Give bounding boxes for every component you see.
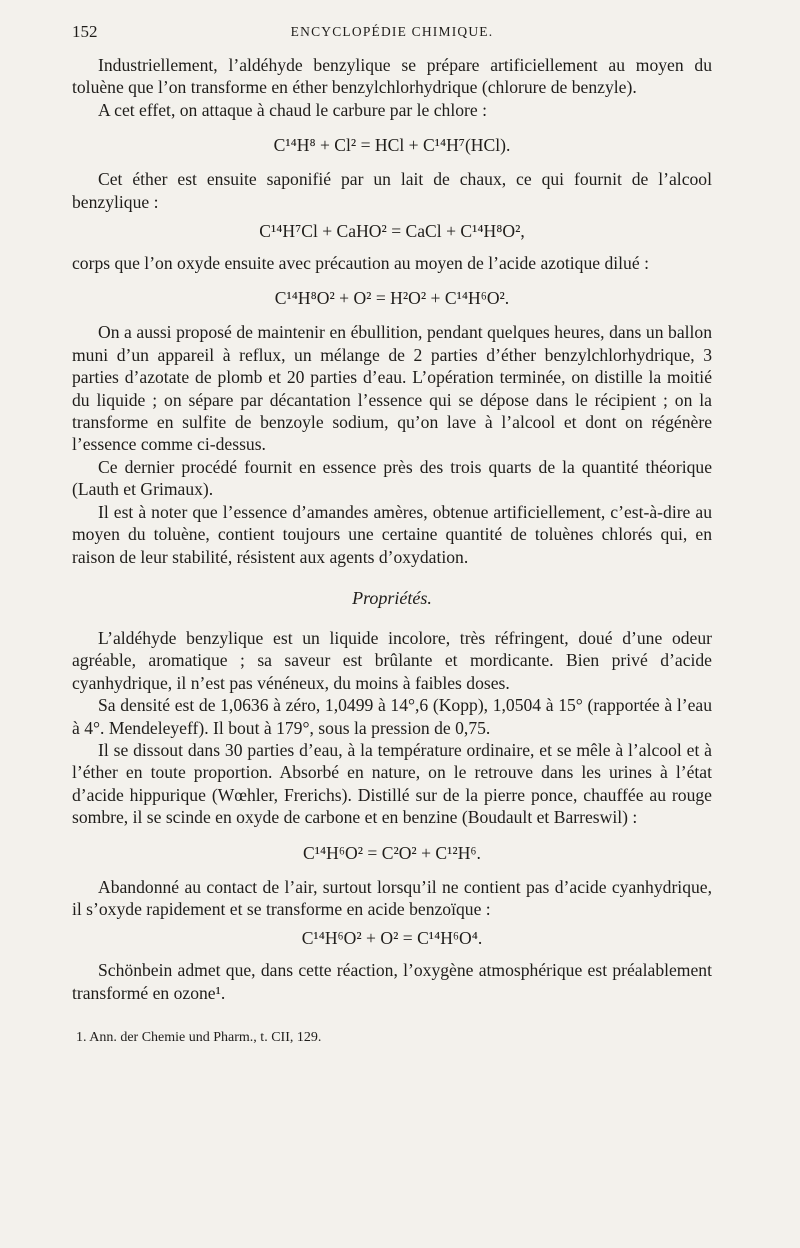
running-title: ENCYCLOPÉDIE CHIMIQUE. bbox=[290, 24, 494, 39]
section-title: Propriétés. bbox=[352, 587, 432, 608]
paragraph: Il est à noter que l’essence d’amandes amères, obtenue artificiellement, c’est-à-dire au moyen du toluène, contient toujours une certaine quantité de toluènes chlorés qui, en raison de leur stabilité, résistent aux agents d’oxydation. bbox=[72, 501, 712, 567]
equation: C¹⁴H⁶O² + O² = C¹⁴H⁶O⁴. bbox=[301, 928, 483, 949]
paragraph: Abandonné au contact de l’air, surtout lorsqu’il ne contient pas d’acide cyanhydrique, il s’oxyde rapidement et se transforme en acide benzoïque : bbox=[72, 876, 712, 919]
page-body bbox=[72, 54, 712, 1046]
paragraph: Il se dissout dans 30 parties d’eau, à la température ordinaire, et se mêle à l’alcool et à l’éther en toute proportion. Absorbé en nature, on le retrouve dans les urines à l’état d’acide hippurique (Wœhler, Frerichs). Distillé sur de la pierre ponce, chauffée au rouge sombre, il se scinde en oxyde de carbone et en benzine (Boudault et Barreswil) : bbox=[72, 739, 712, 828]
equation: C¹⁴H⁸ + Cl² = HCl + C¹⁴H⁷(HCl). bbox=[273, 135, 511, 156]
footnote: 1. Ann. der Chemie und Pharm., t. CII, 129. bbox=[76, 1030, 322, 1046]
paragraph: Industriellement, l’aldéhyde benzylique se prépare artificiellement au moyen du toluène que l’on transforme en éther benzylchlorhydrique (chlorure de benzyle). bbox=[72, 55, 712, 98]
paragraph: A cet effet, on attaque à chaud le carbure par le chlore : bbox=[98, 99, 487, 120]
paragraph: Schönbein admet que, dans cette réaction, l’oxygène atmosphérique est préalablement transformé en ozone¹. bbox=[72, 960, 712, 1003]
paragraph: Ce dernier procédé fournit en essence près des trois quarts de la quantité théorique (Lauth et Grimaux). bbox=[72, 456, 712, 500]
paragraph: On a aussi proposé de maintenir en ébullition, pendant quelques heures, dans un ballon muni d’un appareil à reflux, un mélange de 2 parties d’éther benzylchlorhydrique, 3 parties d’azotate de plomb et 20 parties d’eau. L’opération terminée, on distille la moitié du liquide ; on sépare par décantation l’essence qui se dépose dans le récipient ; on la transforme en sulfite de benzoyle sodium, qu’on lave à l’alcool et dont on régénère l’essence comme ci-dessus. bbox=[72, 322, 712, 455]
equation: C¹⁴H⁷Cl + CaHO² = CaCl + C¹⁴H⁸O², bbox=[259, 221, 525, 242]
paragraph: Cet éther est ensuite saponifié par un lait de chaux, ce qui fournit de l’alcool benzylique : bbox=[72, 169, 712, 212]
equation: C¹⁴H⁶O² = C²O² + C¹²H⁶. bbox=[303, 842, 481, 863]
paragraph: L’aldéhyde benzylique est un liquide incolore, très réfringent, doué d’une odeur agréable, aromatique ; sa saveur est brûlante et mordicante. Bien privé d’acide cyanhydrique, il n’est pas vénéneux, du moins à faibles doses. bbox=[72, 627, 712, 693]
page-header bbox=[72, 22, 712, 46]
page-number: 152 bbox=[72, 22, 98, 41]
equation: C¹⁴H⁸O² + O² = H²O² + C¹⁴H⁶O². bbox=[274, 288, 510, 309]
paragraph: Sa densité est de 1,0636 à zéro, 1,0499 à 14°,6 (Kopp), 1,0504 à 15° (rapportée à l’eau à 4°. Mendeleyeff). Il bout à 179°, sous la pression de 0,75. bbox=[72, 695, 712, 738]
paragraph: corps que l’on oxyde ensuite avec précaution au moyen de l’acide azotique dilué : bbox=[72, 253, 649, 274]
